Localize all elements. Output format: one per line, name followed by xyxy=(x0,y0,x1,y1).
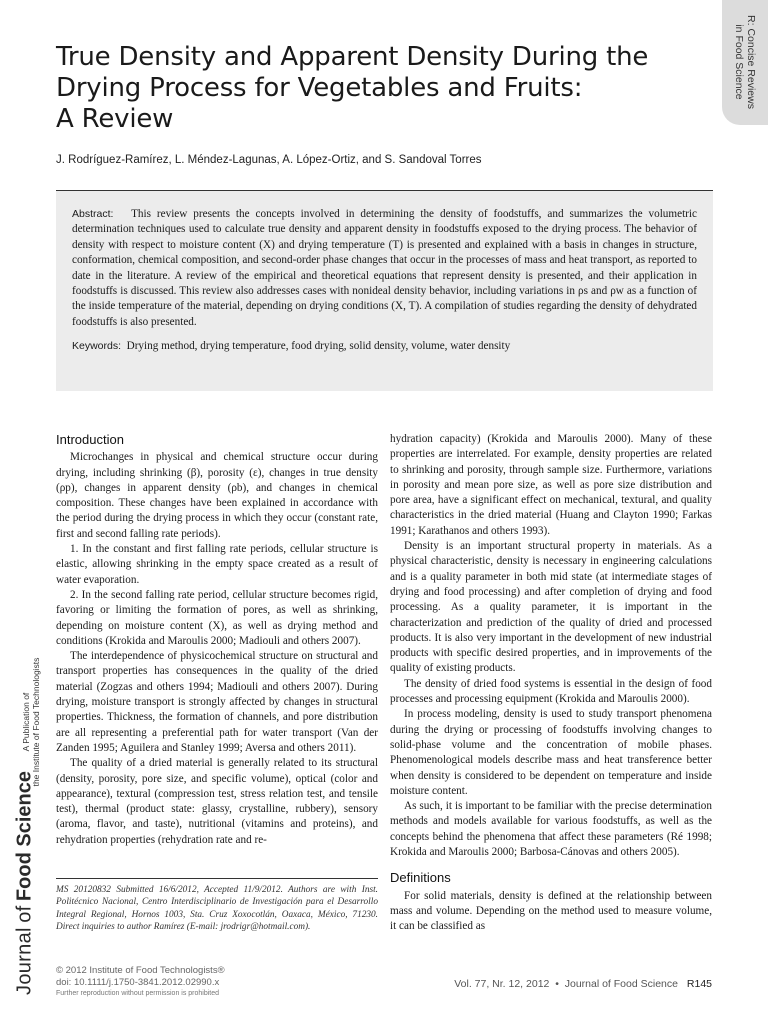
volume-info: Vol. 77, Nr. 12, 2012 xyxy=(454,978,550,990)
journal-logo-of: of xyxy=(13,905,36,923)
paragraph: hydration capacity) (Krokida and Maroulis 2000). Many of these properties are interrelated. For example, density properties are related to shrinking and porosity, through sample size. Furthermore, variations in porosity and mean pore size, as well as pore size distribution and pore area, have a significant effect on mechanical, textural, and quality characteristics in the dried material (Huang and Clayton 1990; Farkas 1991; Karathanos and others 1993). xyxy=(390,433,712,537)
paragraph: Density is an important structural property in materials. As a physical characteristic, density is necessary in engineering calculations and is a quality parameter in both mid state (at intermediate stages of drying and food processing) and after completion of drying and food processing. As a quality parameter, it is important in the characterization and prediction of the quality of dried and processed products. It is also very important in the development of new industrial products with specific desired properties, and in improvements of the quality of existing products. xyxy=(390,540,712,675)
doi-link[interactable]: doi: 10.1111/j.1750-3841.2012.02990.x xyxy=(56,977,220,988)
right-column xyxy=(390,432,712,935)
abstract xyxy=(72,207,697,330)
copyright: © 2012 Institute of Food Technologists® xyxy=(56,965,225,976)
abstract-heading: Abstract: xyxy=(72,208,114,220)
title-line-2: Drying Process for Vegetables and Fruits: xyxy=(56,73,583,103)
introduction-heading: Introduction xyxy=(56,432,124,447)
journal-logo-food-science: Food Science xyxy=(13,771,36,902)
keywords-list: Drying method, drying temperature, food drying, solid density, volume, water density xyxy=(126,340,511,353)
paragraph: As such, it is important to be familiar with the precise determination methods and models available for various foodstuffs, as well as the concepts behind the phenomena that affect these parameters (Ré 1998; Krokida and Maroulis 2000; Barbosa-Cánovas and others 2005). xyxy=(390,800,712,859)
journal-logo xyxy=(14,771,37,995)
journal-logo-word: Journal xyxy=(13,927,36,995)
publisher-line-2: the Institute of Food Technologists xyxy=(31,657,41,787)
section-tab xyxy=(722,0,768,125)
paragraph: Microchanges in physical and chemical structure occur during drying, including shrinking (β), porosity (ε), changes in true density (ρp), changes in apparent density (ρb), and changes in chemical composition. These changes have been explained in accordance with the period during the drying process in which they occur (constant rate, first and second falling rate periods). xyxy=(56,451,378,540)
section-tab-label xyxy=(733,15,757,109)
article-title xyxy=(56,42,716,135)
submission-footnote: MS 20120832 Submitted 16/6/2012, Accepted 11/9/2012. Authors are with Inst. Politécnico Nacional, Centro Interdisciplinario de Investigación para el Desarrollo Integral Regional, Hornos 1003, Sta. Cruz Xoxocotlán, Oaxaca, México, 71230. Direct inquiries to author Ramírez (E-mail: jrodrigr@hotmail.com). xyxy=(56,885,378,933)
keywords xyxy=(72,340,697,352)
left-column xyxy=(56,432,378,848)
author-list: J. Rodríguez-Ramírez, L. Méndez-Lagunas, A. López-Ortiz, and S. Sandoval Torres xyxy=(56,154,482,166)
keywords-heading: Keywords: xyxy=(72,340,122,353)
paragraph: In process modeling, density is used to study transport phenomena during the drying or processing of foodstuffs involving changes to solid-phase volume and the concentration of mobile phases. Phenomenological models describe mass and heat transference better when density is considered to be dependent on temperature and inside moisture content. xyxy=(390,708,712,797)
footnote-divider xyxy=(56,878,378,879)
title-line-1: True Density and Apparent Density During the xyxy=(56,42,649,72)
paragraph: The density of dried food systems is essential in the design of food processes and processing equipment (Krokida and Maroulis 2000). xyxy=(390,677,712,706)
reproduction-notice: Further reproduction without permission is prohibited xyxy=(56,990,220,997)
title-line-3: A Review xyxy=(56,104,174,134)
paragraph: The interdependence of physicochemical structure on structural and transport properties has consequences in the quality of the dried material (Zogzas and others 1994; Madiouli and others 2007). During drying, moisture transport is strongly affected by changes in structural properties. Thickness, the formation of channels, and pore distribution are all representing a preferential path for water transport (Van der Zanden 1995; Aguilera and Stanley 1999; Aversa and others 2011). xyxy=(56,650,378,754)
paragraph: For solid materials, density is defined at the relationship between mass and volume. Depending on the method used to measure volume, it can be classified as xyxy=(390,889,712,933)
definitions-heading: Definitions xyxy=(390,870,451,886)
section-tab-line2: in Food Science xyxy=(733,24,745,100)
abstract-box xyxy=(56,191,713,391)
publisher-line-1: A Publication of xyxy=(21,692,31,752)
paragraph: 1. In the constant and first falling rate periods, cellular structure is elastic, allowing shrinking in the empty space created as a result of water evaporation. xyxy=(56,543,378,586)
abstract-body: This review presents the concepts involved in determining the density of foodstuffs, and summarizes the volumetric determination techniques used to calculate true density and apparent density in foodstuffs exposed to the drying process. The behavior of density with respect to moisture content (X) and drying temperature (T) is presented and explained with a basis in changes in structure, conformation, chemical composition, and second-order phase changes that occur in the processes of mass and heat transport, as reported to date in the literature. A review of the empirical and theoretical equations that represent density is presented, and their application in foodstuffs is discussed. This review also addresses cases with nonideal density behavior, including variations in ρs and ρw as a function of the inside temperature of the material, depending on drying conditions (X, T). A compilation of studies regarding the density of dehydrated foodstuffs is also presented. xyxy=(72,208,697,328)
section-tab-line1: R: Concise Reviews xyxy=(745,15,757,109)
footer-right: Vol. 77, Nr. 12, 2012 • Journal of Food Science R145 xyxy=(454,978,712,990)
journal-name: Journal of Food Science xyxy=(564,978,678,990)
publisher-note xyxy=(21,658,41,787)
paragraph: 2. In the second falling rate period, cellular structure becomes rigid, favoring or limiting the formation of pores, as well as shrinking, depending on moisture content (X), as well as drying method and conditions (Krokida and Maroulis 2000; Madiouli and others 2007). xyxy=(56,588,378,647)
paragraph: The quality of a dried material is generally related to its structural (density, porosity, pore size, and specific volume), optical (color and appearance), textural (compression test, stress relation test, and tensile test), thermal (product state: glassy, crystalline, rubbery), sensory (aroma, flavor, and taste), nutritional (vitamins and proteins), and rehydration properties (rehydration rate and re- xyxy=(56,757,378,846)
page-number: R145 xyxy=(686,978,712,990)
footer-left xyxy=(56,965,225,998)
